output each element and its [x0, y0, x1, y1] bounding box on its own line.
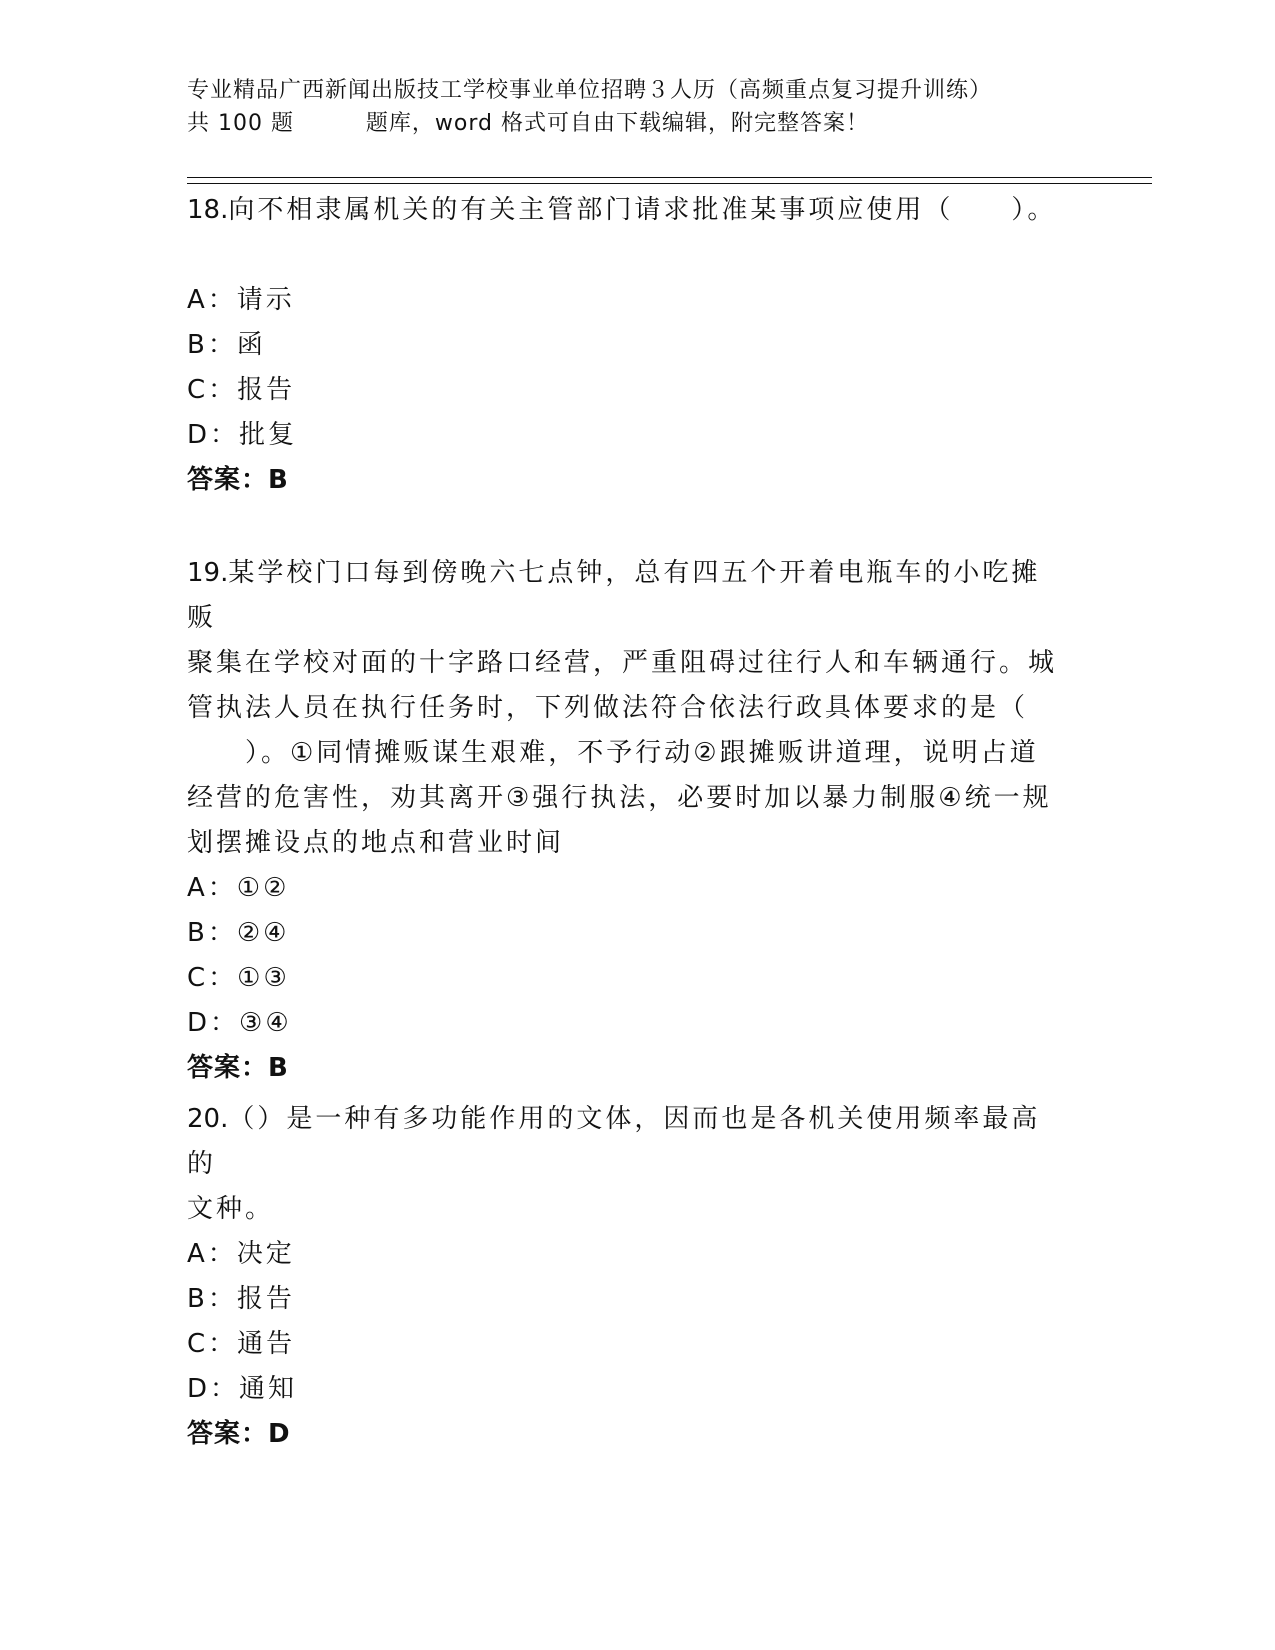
- question-body: 某学校门口每到傍晚六七点钟，总有四五个开着电瓶车的小吃摊贩: [187, 558, 1041, 633]
- option-c: [187, 368, 1067, 413]
- question-text-line: 文种。: [187, 1194, 275, 1224]
- question-text-line: [187, 551, 1067, 641]
- option-b: [187, 1277, 1067, 1322]
- option-list: [187, 866, 1067, 1046]
- option-list: [187, 278, 1067, 458]
- option-label: B：: [187, 918, 237, 948]
- option-label: D：: [187, 420, 240, 450]
- option-text: 函: [236, 330, 266, 360]
- question-text: [187, 188, 1067, 233]
- option-label: D：: [187, 1008, 240, 1038]
- question-text: [187, 1097, 1067, 1232]
- option-list: [187, 1232, 1067, 1412]
- option-text: ①②: [236, 873, 290, 903]
- option-text: 报告: [237, 375, 296, 405]
- option-label: A：: [187, 285, 237, 315]
- option-label: B：: [187, 1284, 237, 1314]
- question-text-line: 经营的危害性，劝其离开③强行执法，必要时加以暴力制服④统一规: [187, 783, 1052, 813]
- document-header: [187, 74, 1087, 140]
- option-b: [187, 911, 1067, 956]
- question-20: [187, 1097, 1067, 1457]
- question-19: [187, 551, 1067, 1091]
- question-text-line: [187, 1097, 1067, 1187]
- option-d: [187, 1367, 1067, 1412]
- header-subtitle-line: 共 100 题 题库，word 格式可自由下载编辑，附完整答案！: [187, 111, 869, 136]
- question-text-line: 聚集在学校对面的十字路口经营，严重阻碍过往行人和车辆通行。城: [187, 648, 1058, 678]
- option-text: 请示: [236, 285, 295, 315]
- question-text-line: 划摆摊设点的地点和营业时间: [187, 828, 565, 858]
- option-label: C：: [187, 963, 238, 993]
- option-label: A：: [187, 1239, 237, 1269]
- option-text: 通知: [239, 1374, 298, 1404]
- question-18: [187, 188, 1067, 503]
- option-d: [187, 1001, 1067, 1046]
- option-text: ②④: [236, 918, 290, 948]
- option-text: ①③: [237, 963, 290, 993]
- question-body: 向不相隶属机关的有关主管部门请求批准某事项应使用（ ）。: [228, 195, 1057, 225]
- option-text: ③④: [239, 1008, 292, 1038]
- question-text: [187, 551, 1067, 866]
- option-label: B：: [187, 330, 237, 360]
- option-label: C：: [187, 375, 238, 405]
- question-number: 18.: [187, 195, 229, 225]
- header-divider-bottom: [187, 183, 1152, 184]
- option-a: [187, 1232, 1067, 1277]
- option-d: [187, 413, 1067, 458]
- option-c: [187, 956, 1067, 1001]
- option-text: 决定: [236, 1239, 295, 1269]
- option-a: [187, 866, 1067, 911]
- option-a: [187, 278, 1067, 323]
- option-label: D：: [187, 1374, 240, 1404]
- option-label: C：: [187, 1329, 238, 1359]
- answer-line: 答案：B: [187, 1053, 289, 1083]
- question-text-line: ）。①同情摊贩谋生艰难，不予行动②跟摊贩讲道理，说明占道: [187, 738, 1039, 768]
- option-b: [187, 323, 1067, 368]
- header-divider-top: [187, 177, 1152, 178]
- answer-line: 答案：D: [187, 1419, 291, 1449]
- header-title-line: 专业精品广西新闻出版技工学校事业单位招聘３人历（高频重点复习提升训练）: [187, 78, 993, 103]
- question-number: 20.: [187, 1104, 229, 1134]
- option-text: 报告: [236, 1284, 295, 1314]
- question-text-line: 管执法人员在执行任务时，下列做法符合依法行政具体要求的是（: [187, 693, 1029, 723]
- question-number: 19.: [187, 558, 229, 588]
- option-label: A：: [187, 873, 237, 903]
- answer-line: 答案：B: [187, 465, 289, 495]
- option-text: 通告: [237, 1329, 296, 1359]
- option-c: [187, 1322, 1067, 1367]
- option-text: 批复: [239, 420, 298, 450]
- question-body: （）是一种有多功能作用的文体，因而也是各机关使用频率最高的: [187, 1104, 1041, 1179]
